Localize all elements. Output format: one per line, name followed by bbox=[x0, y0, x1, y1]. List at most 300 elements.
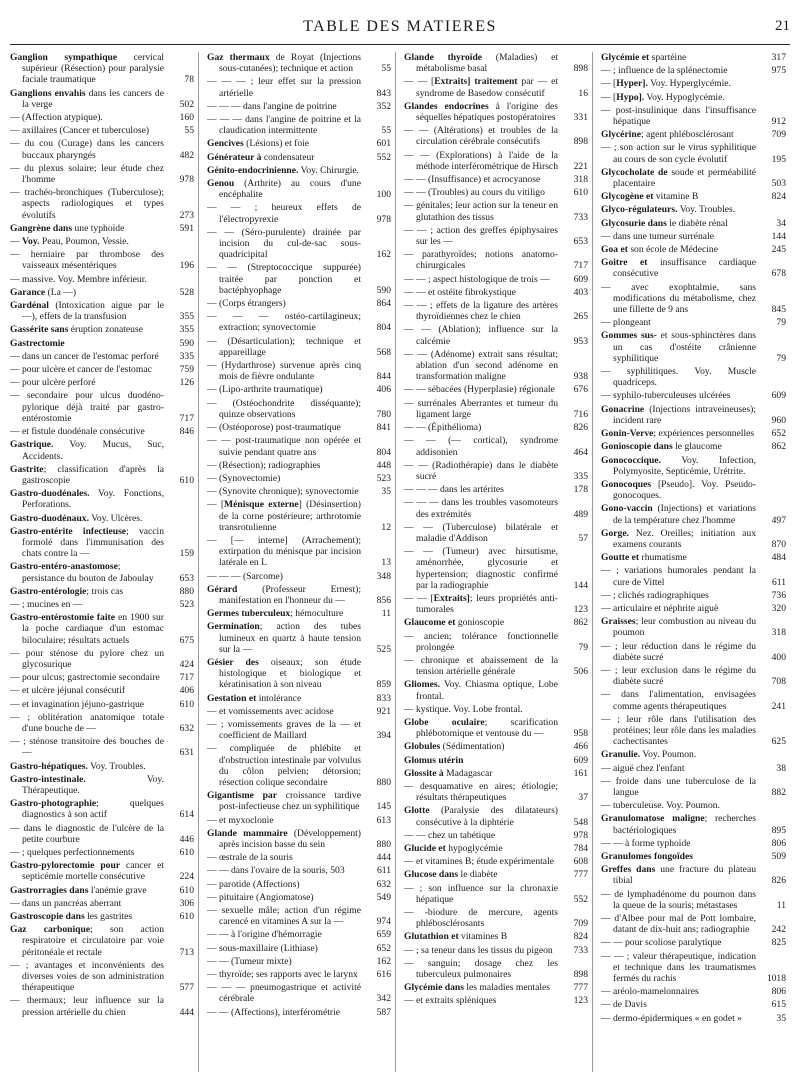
entry-text: — pour ulcus; gastrectomie secondaire bbox=[10, 672, 160, 684]
index-entry bbox=[404, 982, 588, 993]
index-entry bbox=[601, 776, 786, 798]
entry-text: Gono-vaccin (Injections) et variations de la température chez l'homme bbox=[601, 503, 756, 526]
entry-page: 466 bbox=[573, 741, 588, 753]
entry-page: 938 bbox=[573, 371, 588, 383]
entry-text: Glaucome et gonioscopie bbox=[404, 617, 505, 629]
entry-page: 590 bbox=[376, 284, 391, 296]
entry-page: 609 bbox=[771, 390, 786, 402]
index-entry bbox=[10, 223, 194, 234]
entry-page: 448 bbox=[376, 459, 391, 471]
index-entry bbox=[10, 612, 194, 646]
entry-page: 482 bbox=[179, 149, 194, 161]
index-entry bbox=[10, 52, 194, 86]
entry-text: Glycémie et spartéine bbox=[601, 52, 687, 63]
entry-text: — articulaire et néphrite aiguë bbox=[601, 602, 719, 614]
entry-text: — [Ménisque externe] (Désinsertion) de la corne postérieure; arthrotomie transrotulienne bbox=[207, 499, 361, 533]
entry-text: Gencives (Lésions) et foie bbox=[207, 138, 310, 150]
index-entry bbox=[207, 982, 391, 1004]
entry-text: — — — dans l'angine de poitrine bbox=[207, 100, 337, 112]
entry-page: 733 bbox=[573, 211, 588, 223]
index-entry bbox=[10, 599, 194, 610]
entry-text: Ganglions envahis dans les cancers de la verge bbox=[10, 87, 164, 110]
entry-text: Gonocoques [Pseudo]. Voy. Pseudo-gonocoques. bbox=[601, 478, 756, 502]
index-entry bbox=[207, 435, 391, 457]
index-entry bbox=[601, 479, 786, 501]
entry-page: 342 bbox=[376, 993, 391, 1005]
entry-text: Greffes dans une fracture du plateau tibial bbox=[601, 864, 757, 887]
entry-text: Générateur à condensateur bbox=[207, 151, 315, 163]
entry-text: Gangrène dans une typhoïde bbox=[10, 222, 125, 234]
entry-page: 335 bbox=[179, 350, 194, 362]
index-entry bbox=[404, 995, 588, 1006]
header-rule bbox=[10, 44, 790, 45]
index-entry bbox=[404, 883, 588, 905]
index-entry bbox=[404, 741, 588, 752]
entry-text: Gastro-duodénaux. Voy. Ulcères. bbox=[10, 512, 143, 524]
entry-text: — (Lipo-arthrite traumatique) bbox=[207, 384, 323, 396]
index-entry bbox=[404, 593, 588, 615]
index-entry bbox=[207, 1007, 391, 1018]
entry-text: — — ; aspect histologique de trois — bbox=[404, 273, 550, 285]
entry-text: Gérard (Professeur Ernest); manifestation en l'honneur du — bbox=[207, 583, 361, 606]
entry-page: 406 bbox=[179, 685, 194, 697]
entry-text: Glutathion et vitamines B bbox=[404, 931, 508, 943]
entry-text: — dans le diagnostic de l'ulcère de la petite courbure bbox=[10, 822, 164, 845]
entry-page: 632 bbox=[376, 878, 391, 890]
entry-page: 549 bbox=[376, 891, 391, 903]
index-entry bbox=[404, 869, 588, 880]
entry-page: 335 bbox=[573, 470, 588, 482]
index-entry bbox=[10, 736, 194, 758]
index-entry bbox=[404, 717, 588, 739]
entry-page: 16 bbox=[578, 87, 588, 99]
entry-text: Gastroscopie dans les gastrites bbox=[10, 911, 133, 923]
entry-page: 489 bbox=[573, 508, 588, 520]
index-entry bbox=[601, 951, 786, 985]
entry-page: 841 bbox=[376, 422, 391, 434]
entry-page: 506 bbox=[573, 666, 588, 678]
index-entry bbox=[601, 800, 786, 811]
index-entry bbox=[207, 499, 391, 533]
entry-page: 975 bbox=[771, 65, 786, 77]
index-entry bbox=[601, 813, 786, 835]
entry-text: — syphilo-tuberculeuses ulcérées bbox=[601, 390, 731, 402]
entry-text: — (Synovectomie) bbox=[207, 472, 281, 484]
entry-text: Gastrorragies dans l'anémie grave bbox=[10, 884, 147, 896]
entry-text: Granulomes fongoïdes bbox=[601, 851, 693, 862]
entry-text: Goutte et rhumatisme bbox=[601, 552, 687, 564]
entry-page: 610 bbox=[179, 847, 194, 858]
index-entry bbox=[404, 768, 588, 779]
entry-text: — — dans l'ovaire de la souris, 503 bbox=[207, 865, 345, 877]
index-entry bbox=[10, 377, 194, 388]
entry-page: 610 bbox=[179, 474, 194, 486]
index-entry bbox=[601, 282, 786, 316]
entry-page: 611 bbox=[376, 865, 391, 877]
entry-text: — ; variations humorales pendant la cure de Vittel bbox=[601, 565, 756, 588]
index-entry bbox=[10, 488, 194, 510]
entry-page: 880 bbox=[376, 839, 391, 850]
entry-page: 844 bbox=[376, 371, 391, 383]
entry-text: — — (Tumeur) avec hirsutisme, aménorrhée, glycosurie et hypertension; diagnostic confirmé par la radiographie bbox=[404, 546, 558, 591]
entry-page: 331 bbox=[573, 112, 588, 124]
entry-text: Gliomes. Voy. Chiasma optique, Lobe frontal. bbox=[404, 679, 558, 702]
index-entry bbox=[601, 366, 786, 388]
entry-page: 784 bbox=[573, 843, 588, 854]
entry-text: — — (Épithélioma) bbox=[404, 422, 482, 434]
entry-text: Globules (Sédimentation) bbox=[404, 741, 505, 753]
entry-text: — — (Insuffisance) et acrocyanose bbox=[404, 174, 541, 186]
index-entry bbox=[601, 52, 786, 63]
entry-page: 591 bbox=[179, 222, 194, 234]
entry-text: — génitales; leur action sur la teneur en glutathion des tissus bbox=[404, 200, 558, 223]
entry-text: Glandes endocrines à l'origine des séquelles hépatiques postopératoires bbox=[404, 100, 558, 124]
index-entry bbox=[404, 200, 588, 222]
entry-text: — et invagination jéjuno-gastrique bbox=[10, 698, 145, 710]
entry-text: — du plexus solaire; leur étude chez l'homme bbox=[10, 162, 164, 186]
entry-page: 123 bbox=[573, 604, 588, 616]
entry-text: Goa et son école de Médecine bbox=[601, 244, 718, 256]
entry-text: — (Résection); radiographies bbox=[207, 459, 321, 471]
index-entry bbox=[601, 404, 786, 426]
entry-page: 497 bbox=[771, 514, 786, 526]
index-entry bbox=[207, 422, 391, 433]
index-entry bbox=[404, 174, 588, 185]
entry-page: 568 bbox=[376, 346, 391, 358]
index-entry bbox=[10, 351, 194, 362]
index-entry bbox=[601, 330, 786, 364]
entry-page: 777 bbox=[573, 869, 588, 881]
index-entry bbox=[404, 830, 588, 841]
entry-page: 552 bbox=[376, 151, 391, 163]
entry-page: 265 bbox=[573, 311, 588, 323]
entry-page: 898 bbox=[573, 63, 588, 75]
index-entry bbox=[601, 257, 786, 279]
entry-text: — dans l'alimentation, envisagées comme agents thérapeutiques bbox=[601, 689, 756, 712]
index-entry bbox=[404, 52, 588, 74]
entry-page: 653 bbox=[179, 572, 194, 584]
entry-text: — plongeant bbox=[601, 317, 651, 329]
index-columns bbox=[10, 52, 790, 1072]
entry-page: 394 bbox=[376, 730, 391, 742]
index-entry bbox=[10, 898, 194, 909]
entry-page: 880 bbox=[376, 776, 391, 788]
index-entry bbox=[404, 101, 588, 123]
index-entry bbox=[601, 749, 786, 760]
entry-page: 678 bbox=[771, 268, 786, 280]
entry-page: 713 bbox=[179, 946, 194, 958]
index-entry bbox=[10, 911, 194, 922]
entry-page: 609 bbox=[573, 754, 588, 766]
entry-text: — kystique. Voy. Lobe frontal. bbox=[404, 703, 523, 715]
index-entry bbox=[601, 142, 786, 164]
index-entry bbox=[207, 693, 391, 704]
entry-text: — et extraits spléniques bbox=[404, 995, 497, 1007]
entry-page: 882 bbox=[771, 786, 786, 798]
index-entry bbox=[207, 743, 391, 788]
index-entry bbox=[601, 218, 786, 229]
entry-page: 196 bbox=[179, 260, 194, 272]
index-entry bbox=[404, 384, 588, 395]
index-column-1 bbox=[10, 52, 199, 1072]
entry-text: — — post-traumatique non opérée et suivie pendant quatre ans bbox=[207, 435, 361, 458]
entry-text: — (Corps étrangers) bbox=[207, 298, 286, 310]
index-entry bbox=[601, 1013, 786, 1024]
index-entry bbox=[207, 879, 391, 890]
entry-text: — massive. Voy. Membre inférieur. bbox=[10, 273, 147, 285]
entry-page: 318 bbox=[771, 627, 786, 639]
entry-page: 444 bbox=[179, 1006, 194, 1018]
entry-page: 11 bbox=[776, 899, 786, 911]
index-entry bbox=[10, 88, 194, 110]
entry-page: 610 bbox=[179, 911, 194, 923]
entry-text: Glotte (Paralysie des dilatateurs) consécutive à la diphtérie bbox=[404, 805, 558, 828]
entry-page: 355 bbox=[179, 324, 194, 336]
entry-text: Gonioscopie dans le glaucome bbox=[601, 441, 722, 453]
index-entry bbox=[207, 969, 391, 980]
entry-page: 675 bbox=[179, 634, 194, 646]
entry-text: — [Hyper]. Voy. Hyperglycémie. bbox=[601, 78, 731, 90]
entry-text: Germination; action des tubes lumineux en quartz à haute tension sur la — bbox=[207, 621, 361, 655]
entry-text: Gastrite; classification d'après la gastroscopie bbox=[10, 463, 164, 486]
entry-text: — ancien; tolérance fonctionnelle prolongée bbox=[404, 630, 558, 653]
entry-page: 632 bbox=[179, 722, 194, 734]
index-entry bbox=[404, 843, 588, 854]
entry-text: — ; sténose transitoire des bouches de — bbox=[10, 736, 164, 759]
entry-text: — syphilitiques. Voy. Muscle quadriceps. bbox=[601, 366, 756, 389]
entry-text: — ; oblitération anatomique totale d'une bouche de — bbox=[10, 711, 164, 734]
entry-text: Glycocholate de soude et perméabilité placentaire bbox=[601, 166, 757, 190]
index-entry bbox=[10, 586, 194, 597]
entry-text: — — chez un tabétique bbox=[404, 829, 496, 841]
entry-text: — — ; valeur thérapeutique, indication et technique dans les traumatismes fermés du rachis bbox=[601, 950, 756, 985]
index-entry bbox=[601, 851, 786, 862]
entry-page: 898 bbox=[573, 969, 588, 981]
entry-text: Gaz thermaux de Royat (Injections sous-cutanées); technique et action bbox=[207, 52, 361, 75]
entry-text: — ; sa teneur dans les tissus du pigeon bbox=[404, 944, 553, 956]
entry-text: — — (Troubles) au cours du vitiligo bbox=[404, 187, 545, 199]
entry-text: — — (Ablation); influence sur la calcémie bbox=[404, 324, 558, 347]
entry-page: 659 bbox=[376, 929, 391, 941]
index-entry bbox=[601, 714, 786, 748]
entry-text: — ; leur exclusion dans le régime du diabète sucré bbox=[601, 664, 756, 688]
entry-text: Germes tuberculeux; hémoculture bbox=[207, 608, 344, 620]
entry-text: — (Ostéoporose) post-traumatique bbox=[207, 422, 341, 434]
index-entry bbox=[10, 112, 194, 123]
index-entry bbox=[10, 249, 194, 271]
index-entry bbox=[601, 92, 786, 103]
index-entry bbox=[601, 913, 786, 935]
entry-text: — trachéo-bronchiques (Tuberculose); aspects radiologiques et types évolutifs bbox=[10, 187, 164, 221]
index-entry bbox=[404, 422, 588, 433]
entry-text: Glucose dans le diabète bbox=[404, 869, 498, 881]
entry-text: — — — dans les troubles vasomoteurs des extrémités bbox=[404, 497, 558, 520]
index-entry bbox=[207, 460, 391, 471]
entry-page: 608 bbox=[573, 856, 588, 868]
entry-text: — dans un pancréas aberrant bbox=[10, 897, 122, 909]
index-entry bbox=[404, 324, 588, 346]
entry-page: 503 bbox=[771, 178, 786, 190]
index-entry bbox=[601, 105, 786, 127]
entry-text: — — (Streptococcique suppurée) traitée par ponction et bactéphyophage bbox=[207, 262, 361, 296]
entry-page: 716 bbox=[573, 408, 588, 420]
entry-page: 953 bbox=[573, 335, 588, 347]
index-entry bbox=[207, 905, 391, 927]
entry-text: — — (Tumeur mixte) bbox=[207, 955, 292, 967]
index-entry bbox=[207, 473, 391, 484]
index-entry bbox=[207, 943, 391, 954]
index-entry bbox=[404, 907, 588, 929]
index-entry bbox=[207, 584, 391, 606]
index-entry bbox=[207, 311, 391, 333]
entry-page: 845 bbox=[771, 304, 786, 316]
entry-text: Gonococcique. Voy. Infection, Polymyosite, Septicémie, Urétrite. bbox=[601, 454, 756, 477]
index-column-4 bbox=[601, 52, 790, 1072]
index-entry bbox=[10, 924, 194, 958]
entry-text: — — (Tuberculose) bilatérale et maladie d'Addison bbox=[404, 521, 558, 544]
entry-page: 653 bbox=[573, 236, 588, 248]
entry-page: 159 bbox=[179, 548, 194, 560]
index-entry bbox=[207, 892, 391, 903]
index-entry bbox=[601, 244, 786, 255]
entry-page: 55 bbox=[184, 125, 194, 137]
index-entry bbox=[10, 390, 194, 424]
entry-page: 826 bbox=[771, 875, 786, 887]
entry-text: — — et ostéite fibrokystique bbox=[404, 286, 516, 298]
page-number: 21 bbox=[775, 18, 790, 34]
index-entry bbox=[601, 937, 786, 948]
index-entry bbox=[601, 390, 786, 401]
index-entry bbox=[207, 608, 391, 619]
index-entry bbox=[207, 621, 391, 655]
index-entry bbox=[404, 655, 588, 677]
entry-page: 613 bbox=[376, 814, 391, 826]
entry-page: 464 bbox=[573, 446, 588, 458]
entry-text: Gorge. Nez. Oreilles; initiation aux examens courants bbox=[601, 527, 756, 550]
index-entry bbox=[404, 805, 588, 827]
index-entry bbox=[207, 828, 391, 850]
entry-page: 161 bbox=[573, 767, 588, 779]
entry-text: — compliquée de phlébite et d'obstruction intestinale par volvulus du côlon pelvien; détorsion; résection colique secondaire bbox=[207, 743, 361, 788]
running-header bbox=[10, 18, 790, 42]
entry-text: Gastrique. Voy. Mucus, Suc, Accidents. bbox=[10, 439, 164, 462]
index-entry bbox=[601, 231, 786, 242]
index-entry bbox=[601, 565, 786, 587]
entry-page: 242 bbox=[771, 924, 786, 936]
entry-text: — ; son action sur le virus syphilitique au cours de son cycle évolutif bbox=[601, 142, 756, 165]
entry-text: — pituitaire (Angiomatose) bbox=[207, 891, 314, 903]
entry-text: — tuberculeuse. Voy. Poumon. bbox=[601, 800, 720, 812]
entry-text: — chronique et abaissement de la tension artérielle générale bbox=[404, 654, 558, 678]
entry-page: 615 bbox=[771, 999, 786, 1011]
entry-page: 610 bbox=[179, 884, 194, 896]
entry-text: — herniaire par thrombose des vaisseaux mésentériques bbox=[10, 249, 164, 272]
entry-text: — ; leur rôle dans l'utilisation des protéines; leur rôle dans les maladies cachectisantes bbox=[601, 713, 756, 748]
entry-page: 523 bbox=[179, 598, 194, 610]
entry-text: — pour sténose du pylore chez un glycosurique bbox=[10, 647, 164, 670]
entry-page: 241 bbox=[771, 700, 786, 712]
entry-text: — — (Affections), interférométrie bbox=[207, 1006, 341, 1018]
entry-page: 1018 bbox=[766, 973, 786, 985]
entry-page: 870 bbox=[771, 538, 786, 550]
index-entry bbox=[207, 719, 391, 741]
index-entry bbox=[404, 249, 588, 271]
entry-page: 611 bbox=[771, 576, 786, 588]
entry-page: 609 bbox=[573, 273, 588, 285]
entry-text: — — (Altérations) et troubles de la circulation cérébrale consécutifs bbox=[404, 125, 558, 148]
entry-text: Gastro-entérologie; trois cas bbox=[10, 585, 124, 597]
entry-text: Gommes sus- et sous-sphinctères dans un cas d'ostéite crânienne syphilitique bbox=[601, 330, 756, 364]
entry-text: — et vitamines B; étude expérimentale bbox=[404, 856, 554, 868]
entry-page: 348 bbox=[376, 570, 391, 582]
entry-page: 717 bbox=[179, 412, 194, 424]
entry-text: — desquamative en aires; étiologie; résultats thérapeutiques bbox=[404, 780, 558, 804]
index-entry bbox=[404, 945, 588, 956]
entry-text: Gastro-hépatiques. Voy. Troubles. bbox=[10, 760, 146, 772]
index-entry bbox=[207, 657, 391, 691]
index-entry bbox=[207, 336, 391, 358]
entry-text: — — à l'origine d'hémorragie bbox=[207, 929, 322, 941]
index-entry bbox=[10, 672, 194, 683]
entry-page: 162 bbox=[376, 249, 391, 261]
index-entry bbox=[207, 165, 391, 176]
entry-page: 652 bbox=[771, 428, 786, 440]
entry-text: — sexuelle mâle; action d'un régime carencé en vitamines A sur la — bbox=[207, 905, 361, 928]
entry-text: — -biodure de mercure, agents phlébosclérosants bbox=[404, 907, 558, 930]
entry-text: — — (— cortical), syndrome addisonien bbox=[404, 435, 558, 458]
entry-text: — sous-maxillaire (Lithiase) bbox=[207, 942, 318, 954]
entry-page: 484 bbox=[771, 552, 786, 564]
entry-page: 306 bbox=[179, 897, 194, 909]
entry-page: 13 bbox=[381, 557, 391, 569]
index-entry bbox=[601, 129, 786, 140]
entry-text: Gastrectomie bbox=[10, 337, 65, 349]
index-entry bbox=[207, 929, 391, 940]
entry-text: — — pour scoliose paralytique bbox=[601, 937, 722, 949]
entry-text: — — ; heureux effets de l'électropyrexie bbox=[207, 202, 361, 225]
entry-text: — — — ostéo-cartilagineux; extraction; synovectomie bbox=[207, 311, 361, 334]
entry-page: 160 bbox=[179, 112, 194, 124]
index-entry bbox=[10, 960, 194, 994]
entry-text: — thermaux; leur influence sur la pression artérielle du chien bbox=[10, 995, 164, 1018]
index-entry bbox=[601, 167, 786, 189]
index-entry bbox=[207, 706, 391, 717]
index-entry bbox=[601, 65, 786, 76]
entry-text: Gardénal (Intoxication aigue par le —), effets de la transfusion bbox=[10, 300, 164, 323]
index-entry bbox=[10, 439, 194, 461]
entry-text: Gastro-entérite infectieuse; vaccin formolé dans l'immunisation des chats contre la — bbox=[10, 525, 164, 560]
entry-text: Gestation et intolérance bbox=[207, 692, 302, 704]
entry-page: 864 bbox=[376, 298, 391, 310]
entry-text: Garance (La —) bbox=[10, 286, 77, 298]
entry-text: — œstrale de la souris bbox=[207, 852, 293, 864]
entry-text: — — [Extraits]; leurs propriétés anti-tumorales bbox=[404, 592, 559, 616]
entry-text: — — ; effets de la ligature des artères thyroïdiennes chez le chien bbox=[404, 300, 558, 323]
index-entry bbox=[10, 648, 194, 670]
index-entry bbox=[207, 52, 391, 74]
entry-text: — et vomissements avec acidose bbox=[207, 705, 334, 717]
entry-text: — ; vomissements graves de la — et coefficient de Maillard bbox=[207, 718, 361, 742]
entry-text: — ; influence de la splénectomie bbox=[601, 65, 728, 77]
entry-text: — ; clichés radiographiques bbox=[601, 589, 709, 601]
entry-page: 631 bbox=[179, 747, 194, 759]
entry-text: — d'Albee pour mal de Pott lombaire, datant de dix-huit ans; radiographie bbox=[601, 913, 756, 936]
entry-text: — — — dans l'angine de poitrine et la claudication intermittente bbox=[207, 114, 361, 137]
entry-page: 224 bbox=[179, 871, 194, 883]
index-entry bbox=[10, 338, 194, 349]
entry-page: 79 bbox=[578, 641, 588, 653]
entry-page: 974 bbox=[376, 916, 391, 928]
